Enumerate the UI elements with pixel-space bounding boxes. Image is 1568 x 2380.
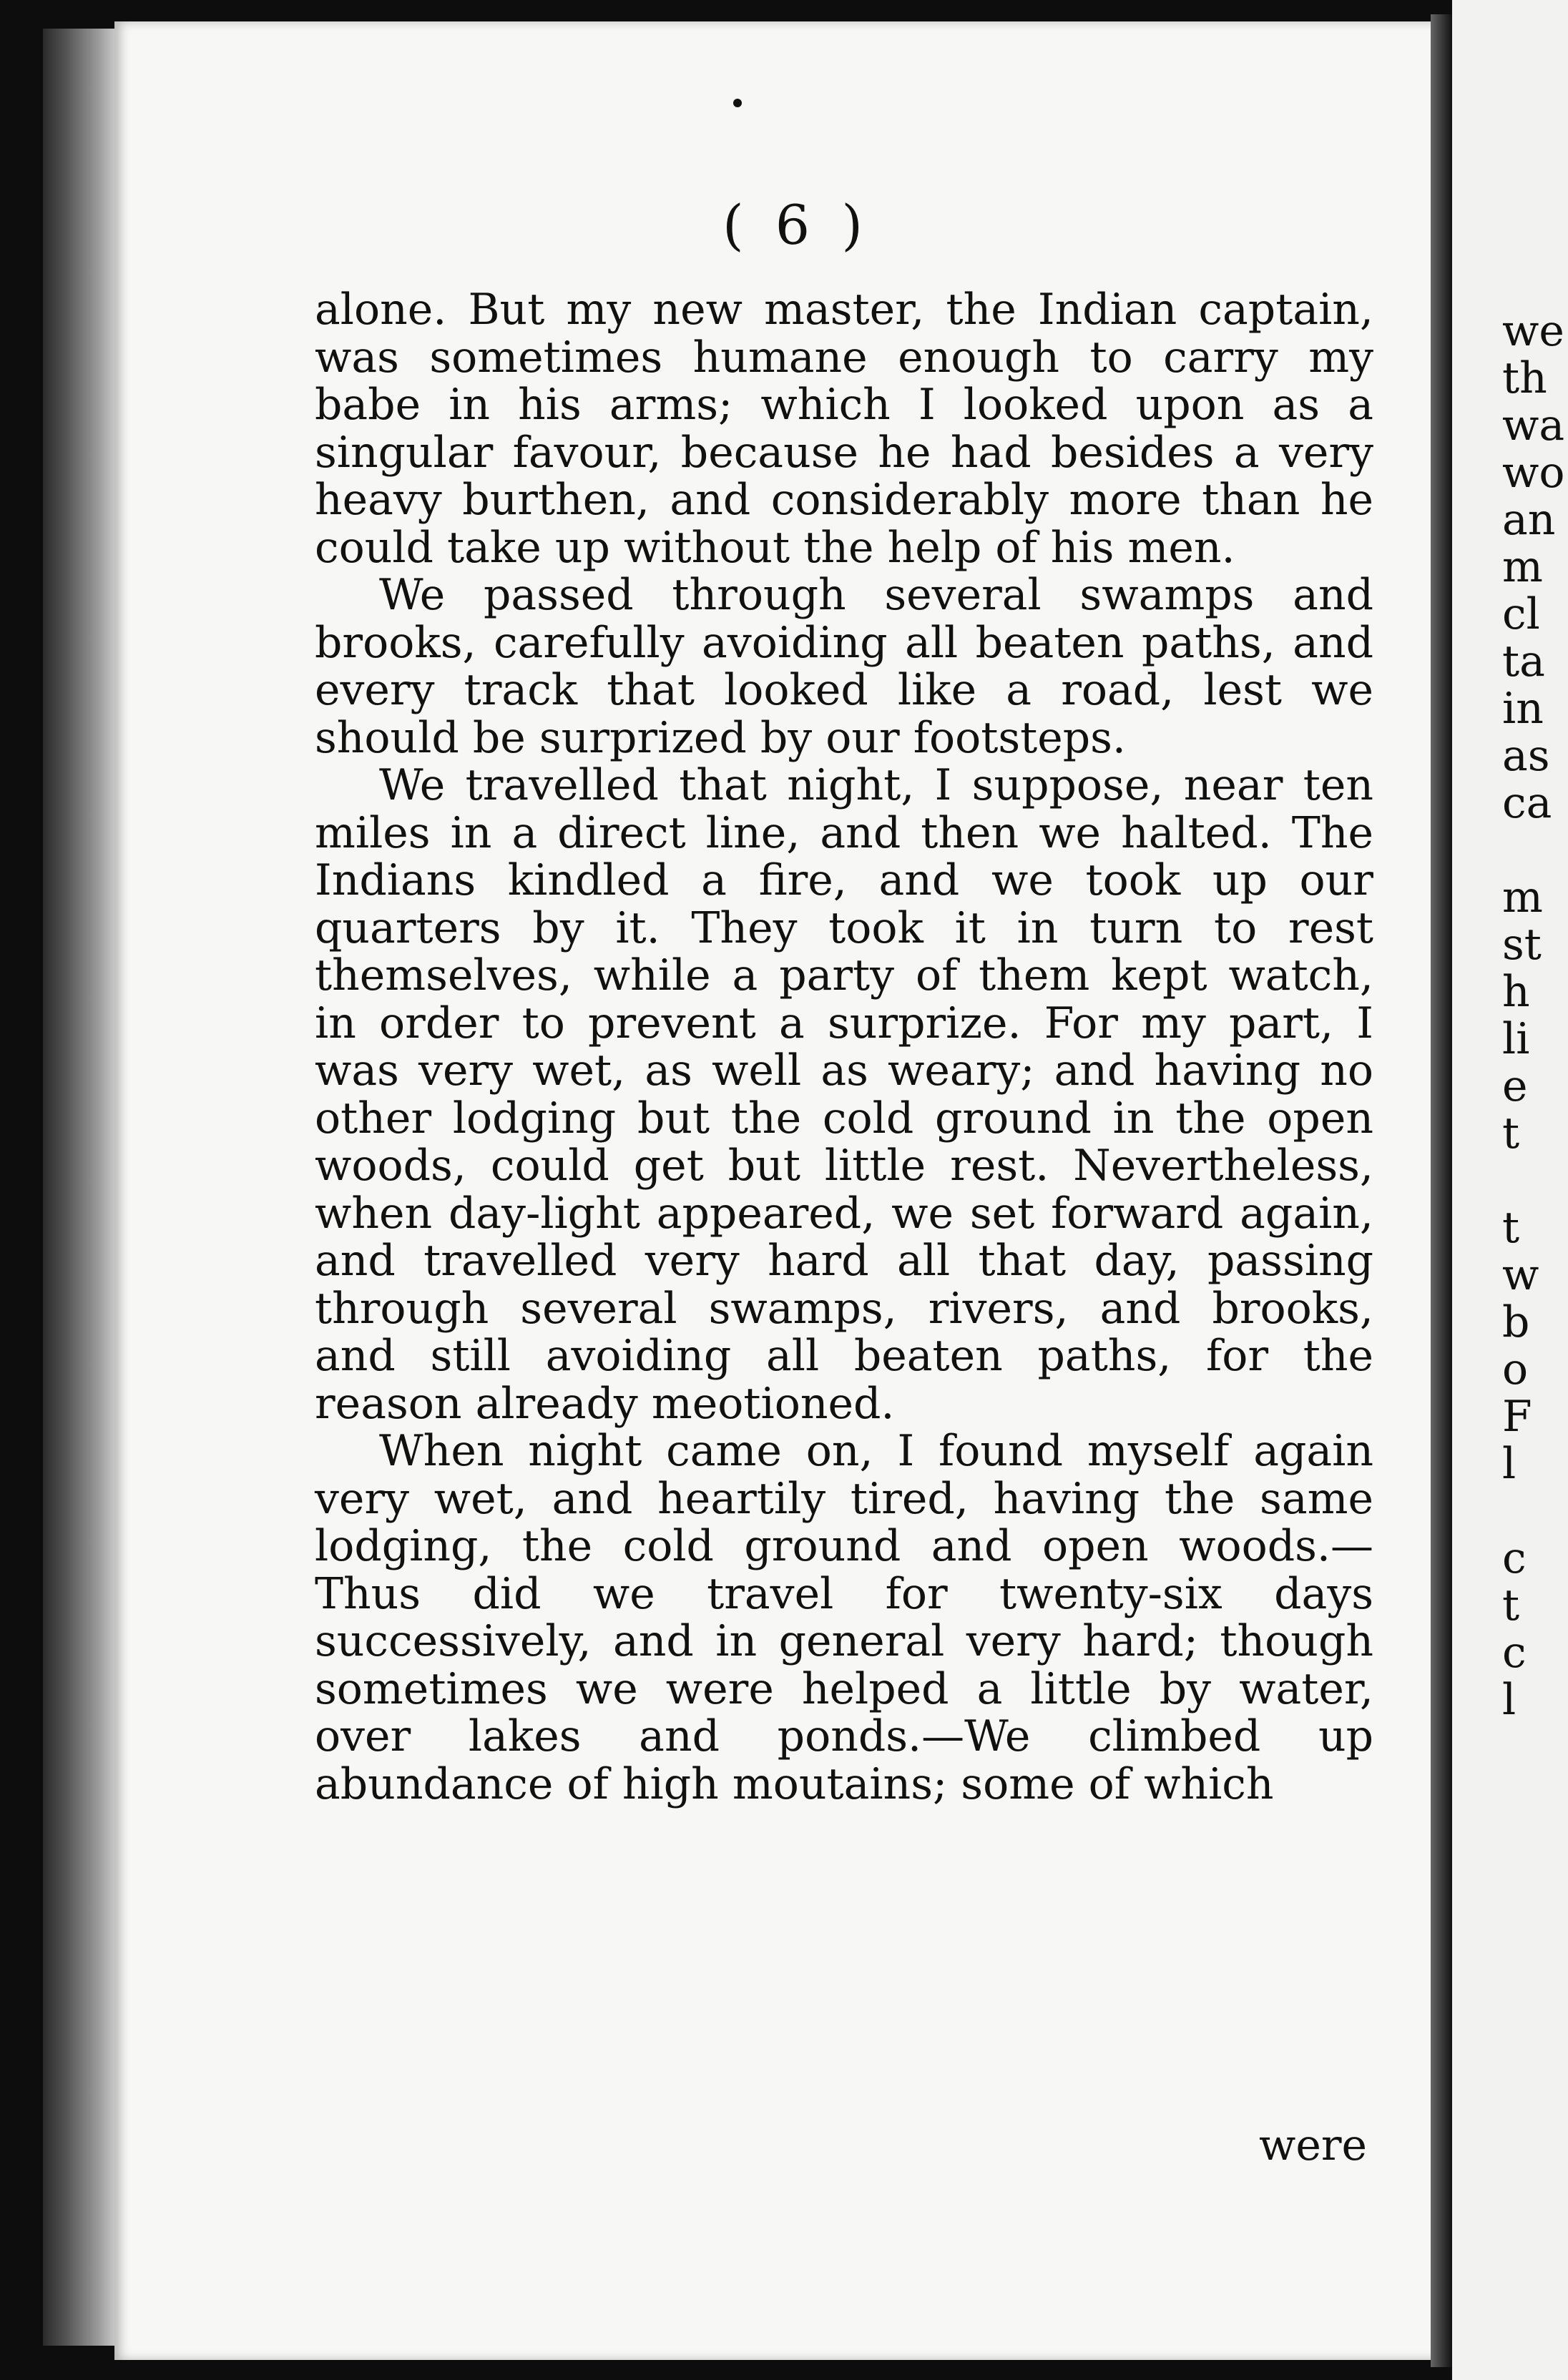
facing-page-fragment: b [1502,1297,1530,1347]
book-spine-shadow [43,29,122,2346]
facing-page-fragment [1502,827,1568,874]
facing-page-fragment [1502,1157,1568,1204]
paragraph-4: When night came on, I found myself again very wet, and heartily tired, having the same lodging, the cold ground and open woods.—Thus did we travel for twenty-six days successively, and in general very hard; though sometimes we were helped a little by water, over lakes and ponds.—We climbed up abundance of high moutains; some of which [315,1426,1373,1809]
facing-page-fragment: h [1502,967,1530,1017]
facing-page-fragment: an [1502,495,1556,545]
paragraph-1: alone. But my new master, the Indian captain, was sometimes humane enough to carry my babe in his arms; which I looked upon as a singular favour, because he had besides a very heavy burthen, and considerably more than he could take up without the help of his men. [315,285,1373,573]
body-text [315,286,1373,1808]
ink-dot [733,99,742,107]
catchword: were [1259,2120,1368,2170]
facing-page-fragment: F [1502,1392,1532,1442]
facing-page-fragment: m [1502,872,1543,923]
facing-page-fragment: cl [1502,589,1540,639]
facing-page-fragment: t [1502,1203,1520,1253]
facing-page-fragment: l [1502,1439,1516,1489]
facing-page-fragment: ca [1502,778,1552,828]
facing-page-fragment: t [1502,1108,1520,1159]
facing-page-fragment: ta [1502,636,1545,687]
paragraph-2: We passed through several swamps and brooks, carefully avoiding all beaten paths, and every track that looked like a road, lest we should be surprized by our footsteps. [315,570,1373,763]
facing-page-fragment: as [1502,731,1550,781]
facing-page-fragment: c [1502,1533,1527,1583]
facing-page-fragment: wa [1502,400,1565,451]
facing-page-fragment: st [1502,920,1542,970]
page-number: ( 6 ) [722,193,870,257]
facing-page-fragment: we [1502,306,1564,356]
facing-page-fragment: c [1502,1628,1527,1678]
page-gutter [1431,14,1452,2367]
facing-page-fragment [1502,1488,1568,1535]
facing-page-fragment: l [1502,1675,1516,1725]
facing-page-fragment: in [1502,684,1544,734]
paragraph-3: We travelled that night, I suppose, near ten miles in a direct line, and then we halted. The Indians kindled a fire, and we took up our quarters by it. They took it in turn to rest themselves, while a party of them kept watch, in order to prevent a surprize. For my part, I was very wet, as well as weary; and having no other lodging but the cold ground in the open woods, could get but little rest. Nevertheless, when day-light appeared, we set forward again, and travelled very hard all that day, passing through several swamps, rivers, and brooks, and still avoiding all beaten paths, for the reason already meotioned. [315,760,1373,1429]
facing-page-fragment: e [1502,1061,1528,1111]
facing-page-fragment: wo [1502,448,1565,498]
facing-page-fragment: o [1502,1344,1529,1395]
facing-page-fragment: w [1502,1250,1539,1300]
facing-page-fragment: li [1502,1014,1530,1064]
facing-page-fragment: t [1502,1580,1520,1631]
facing-page-fragment: th [1502,353,1547,403]
facing-page-text-fragments [1502,308,1568,1723]
facing-page-fragment: m [1502,542,1543,592]
